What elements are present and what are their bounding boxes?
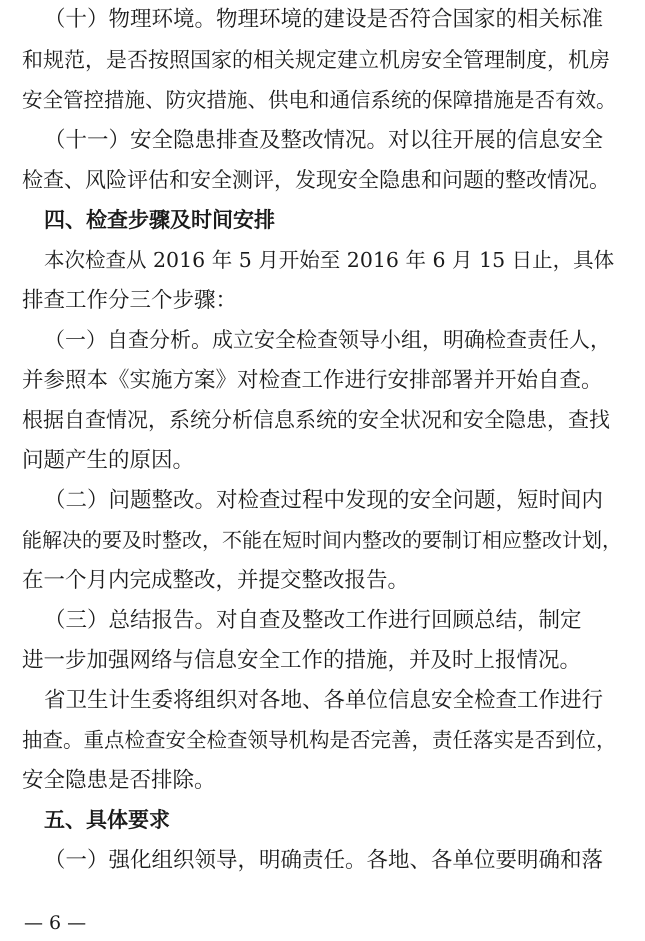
page-number: — 6 — [24,912,87,934]
paragraph-8-line-1: （一）强化组织领导，明确责任。各地、各单位要明确和落 [44,848,604,873]
paragraph-7-line-3: 安全隐患是否排除。 [22,768,216,793]
paragraph-1-line-3: 安全管控措施、防灾措施、供电和通信系统的保障措施是否有效。 [22,88,617,112]
paragraph-1-line-1: （十）物理环境。物理环境的建设是否符合国家的相关标准 [44,7,604,32]
section-heading-5: 五、具体要求 [44,808,170,832]
paragraph-6-line-1: （三）总结报告。对自查及整改工作进行回顾总结，制定 [44,608,582,633]
paragraph-6-line-2: 进一步加强网络与信息安全工作的措施，并及时上报情况。 [22,648,582,673]
paragraph-5-line-1: （二）问题整改。对检查过程中发现的安全问题，短时间内 [44,488,604,513]
paragraph-4-line-2: 并参照本《实施方案》对检查工作进行安排部署并开始自查。 [22,368,603,393]
paragraph-3-line-2: 排查工作分三个步骤： [22,288,238,313]
paragraph-4-line-3: 根据自查情况，系统分析信息系统的安全状况和安全隐患，查找 [22,408,610,432]
paragraph-5-line-2: 能解决的要及时整改，不能在短时间内整改的要制订相应整改计划， [22,528,622,552]
paragraph-2-line-1: （十一）安全隐患排查及整改情况。对以往开展的信息安全 [44,128,604,153]
paragraph-4-line-4: 问题产生的原因。 [22,448,195,473]
paragraph-7-line-2: 抽查。重点检查安全检查领导机构是否完善，责任落实是否到位， [22,728,617,752]
paragraph-5-line-3: 在一个月内完成整改，并提交整改报告。 [22,568,410,593]
paragraph-1-line-2: 和规范，是否按照国家的相关规定建立机房安全管理制度，机房 [22,48,610,72]
paragraph-7-line-1: 省卫生计生委将组织对各地、各单位信息安全检查工作进行 [44,688,604,713]
section-heading-4: 四、检查步骤及时间安排 [44,208,275,232]
paragraph-4-line-1: （一）自查分析。成立安全检查领导小组，明确检查责任人， [44,328,611,352]
paragraph-3-line-1: 本次检查从 2016 年 5 月开始至 2016 年 6 月 15 日止，具体 [44,248,615,272]
paragraph-2-line-2: 检查、风险评估和安全测评，发现安全隐患和问题的整改情况。 [22,168,610,192]
